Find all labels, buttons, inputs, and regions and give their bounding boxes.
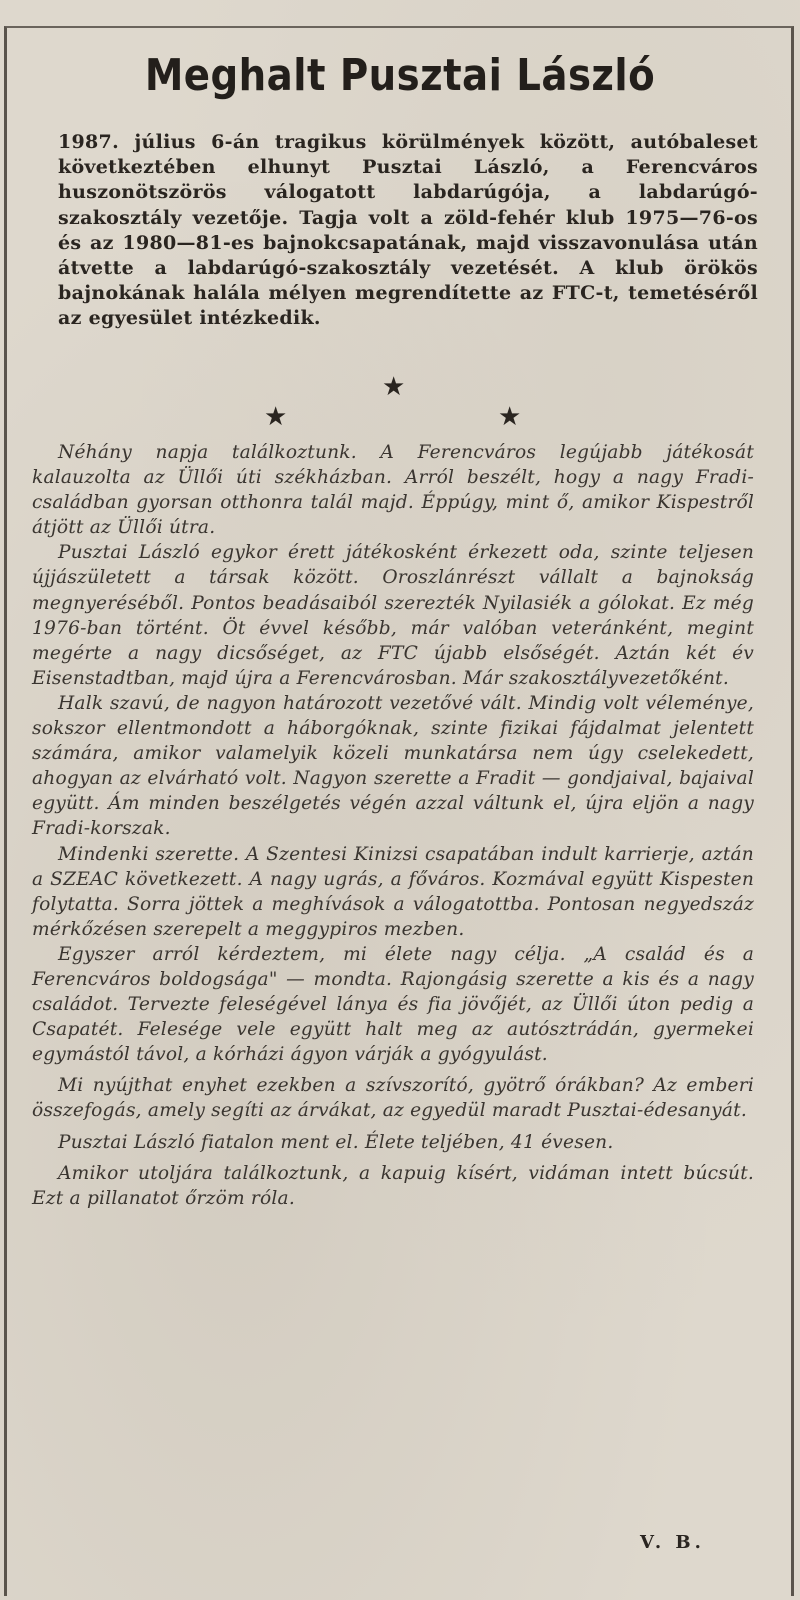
body-paragraph: Amikor utoljára találkoztunk, a kapuig kísért, vidáman intett búcsút. Ezt a pillanatot őrzöm róla. — [32, 1162, 754, 1209]
article-lead — [58, 130, 758, 332]
section-divider — [0, 372, 800, 442]
article-body — [32, 440, 754, 1211]
lead-paragraph: 1987. július 6-án tragikus körülmények között, autóbaleset következtében elhunyt Pusztai László, a Ferencváros huszonötszörös válogatott labdarúgója, a labdarúgó-szakosztály vezetője. Tagja volt a zöld-fehér klub 1975—76-os és az 1980—81-es bajnokcsapatának, majd visszavonulása után átvette a labdarúgó-szakosztály vezetését. A klub örökös bajnokának halála mélyen megrendítette az FTC-t, temetéséről az egyesület intézkedik. — [58, 131, 758, 330]
body-paragraph: Pusztai László fiatalon ment el. Élete teljében, 41 évesen. — [58, 1131, 614, 1153]
body-paragraph: Mi nyújthat enyhet ezekben a szívszorító, gyötrő órákban? Az emberi összefogás, amely segíti az árvákat, az egyedül maradt Pusztai-édesanyát. — [32, 1075, 754, 1122]
body-paragraph: Halk szavú, de nagyon határozott vezetővé vált. Mindig volt véleménye, sokszor ellentmondott a háborgóknak, szinte fizikai fájdalmat jelentett számára, amikor valamelyik közeli munkatársa nem úgy cselekedett, ahogyan az elvárható volt. Nagyon szerette a Fradit — gondjaival, bajaival együtt. Ám minden beszélgetés végén azzal váltunk el, újra eljön a nagy Fradi-korszak. — [32, 692, 754, 840]
body-paragraph: Egyszer arról kérdeztem, mi élete nagy célja. „A család és a Ferencváros boldogsága" — mondta. Rajongásig szerette a kis és a nagy családot. Tervezte feleségével lánya és fia jövőjét, az Üllői úton pedig a Csapatét. Felesége vele együtt halt meg az autósztrádán, gyermekei egymástól távol, a kórházi ágyon várják a gyógyulást. — [32, 943, 754, 1066]
body-paragraph: Néhány napja találkoztunk. A Ferencváros legújabb játékosát kalauzolta az Üllői úti székházban. Arról beszélt, hogy a nagy Fradi-családban gyorsan otthonra talál majd. Éppúgy, mint ő, amikor Kispestről átjött az Üllői útra. — [32, 442, 754, 539]
star-icon: ★ — [382, 372, 406, 402]
star-icon: ★ — [498, 402, 522, 432]
body-paragraph: Pusztai László egykor érett játékosként érkezett oda, szinte teljesen újjászületett a társak között. Oroszlánrészt vállalt a bajnokság megnyeréséből. Pontos beadásaiból szerezték Nyilasiék a gólokat. Ez még 1976-ban történt. Öt évvel később, már valóban veteránként, megint megérte a nagy dicsőséget, az FTC újabb elsőségét. Aztán két év Eisenstadtban, majd újra a Ferencvárosban. Már szakosztályvezetőként. — [32, 542, 754, 689]
article-title: Meghalt Pusztai László — [144, 50, 656, 101]
author-signature: V. B. — [640, 1532, 705, 1553]
body-paragraph: Mindenki szerette. A Szentesi Kinizsi csapatában indult karrierje, aztán a SZEAC következett. A nagy ugrás, a főváros. Kozmával együtt Kispesten folytatta. Sorra jöttek a meghívások a válogatottba. Pontosan negyedszáz mérkőzésen szerepelt a meggypiros mezben. — [32, 843, 754, 940]
star-icon: ★ — [264, 402, 288, 432]
